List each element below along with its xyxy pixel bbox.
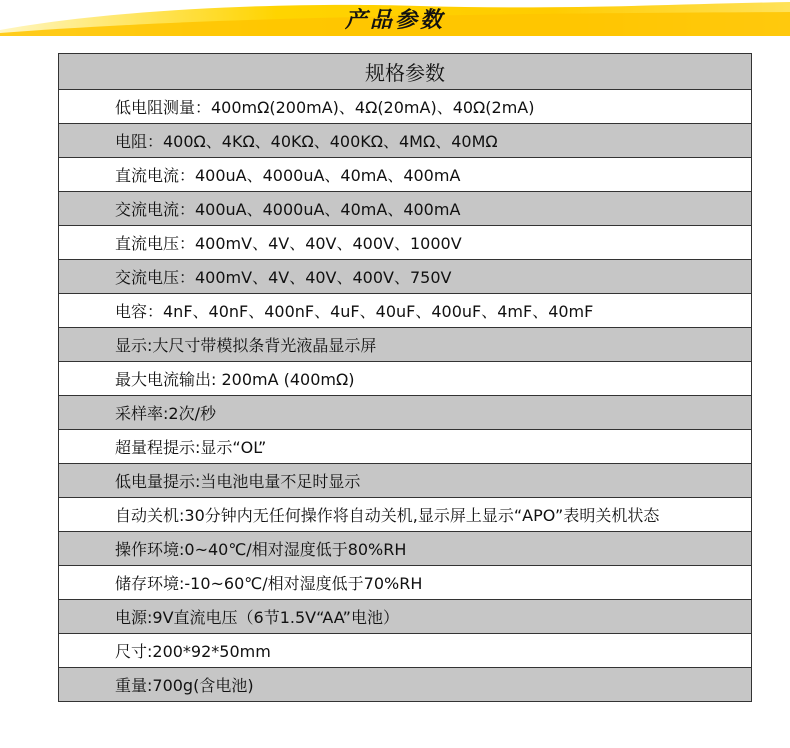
table-header: 规格参数 [59,54,752,90]
table-row [59,328,752,362]
spec-cell: 直流电压：400mV、4V、40V、400V、1000V [59,226,752,260]
title-banner [0,0,790,36]
table-row [59,158,752,192]
spec-cell: 低电阻测量：400mΩ(200mA)、4Ω(20mA)、40Ω(2mA) [59,90,752,124]
spec-cell: 直流电流：400uA、4000uA、40mA、400mA [59,158,752,192]
spec-cell: 最大电流输出: 200mA (400mΩ) [59,362,752,396]
table-row [59,498,752,532]
table-row [59,566,752,600]
spec-cell: 电阻：400Ω、4KΩ、40KΩ、400KΩ、4MΩ、40MΩ [59,124,752,158]
spec-cell: 超量程提示:显示“OL” [59,430,752,464]
table-row [59,124,752,158]
table-row [59,532,752,566]
table-row [59,362,752,396]
table-row [59,634,752,668]
spec-cell: 自动关机:30分钟内无任何操作将自动关机,显示屏上显示“APO”表明关机状态 [59,498,752,532]
table-row [59,600,752,634]
spec-cell: 尺寸:200*92*50mm [59,634,752,668]
spec-table [58,53,752,702]
table-row [59,668,752,702]
spec-cell: 储存环境:-10~60℃/相对湿度低于70%RH [59,566,752,600]
table-row [59,260,752,294]
spec-cell: 操作环境:0~40℃/相对湿度低于80%RH [59,532,752,566]
table-row [59,430,752,464]
spec-cell: 交流电流：400uA、4000uA、40mA、400mA [59,192,752,226]
spec-cell: 低电量提示:当电池电量不足时显示 [59,464,752,498]
table-row [59,226,752,260]
spec-cell: 电容：4nF、40nF、400nF、4uF、40uF、400uF、4mF、40mF [59,294,752,328]
banner-title: 产品参数 [344,7,445,33]
table-row [59,192,752,226]
table-row [59,464,752,498]
spec-cell: 采样率:2次/秒 [59,396,752,430]
spec-cell: 电源:9V直流电压（6节1.5V“AA”电池） [59,600,752,634]
table-row [59,90,752,124]
table-row [59,294,752,328]
spec-cell: 重量:700g(含电池) [59,668,752,702]
spec-cell: 交流电压：400mV、4V、40V、400V、750V [59,260,752,294]
table-row [59,396,752,430]
table-header-row [59,54,752,90]
spec-cell: 显示:大尺寸带模拟条背光液晶显示屏 [59,328,752,362]
